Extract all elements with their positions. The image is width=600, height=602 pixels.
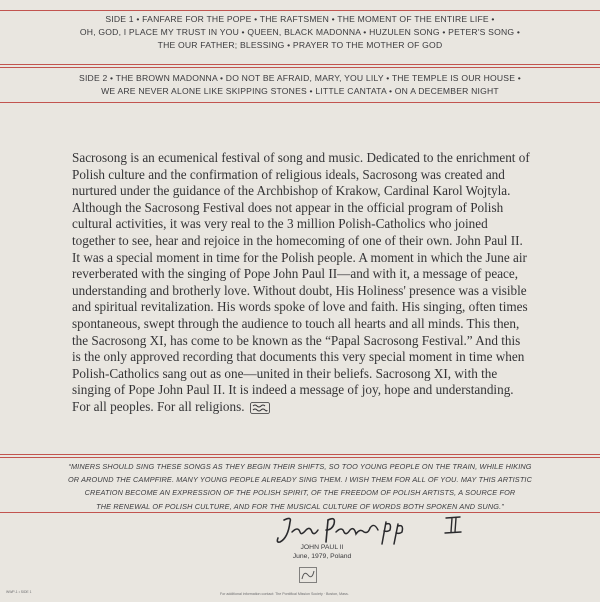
- tracklist-line: SIDE 2 • THE BROWN MADONNA • DO NOT BE AFRAID, MARY, YOU LILY • THE TEMPLE IS OUR HOUSE •: [79, 73, 521, 83]
- signatory-name: JOHN PAUL II: [300, 544, 344, 551]
- record-label-logo: [299, 567, 317, 583]
- quote-line: THE RENEWAL OF POLISH CULTURE, AND FOR THE MUSICAL CULTURE OF WORDS BOTH SPOKEN AND SUNG.”: [96, 501, 504, 511]
- red-rule: [0, 457, 600, 458]
- tracklist-side-1: [0, 13, 600, 52]
- signature-caption: [282, 544, 362, 561]
- red-rule: [0, 454, 600, 455]
- red-rule: [0, 67, 600, 68]
- handwritten-signature: [270, 512, 480, 548]
- red-rule: [0, 102, 600, 103]
- sacrosong-logo: [250, 402, 270, 414]
- catalog-number: WWP-1 • SIDE 1: [6, 590, 32, 594]
- tracklist-side-2: [0, 72, 600, 98]
- contact-info: For additional information contact: The Pontifical Mission Society · Boston, Mass.: [220, 592, 349, 596]
- tracklist-line: SIDE 1 • FANFARE FOR THE POPE • THE RAFTSMEN • THE MOMENT OF THE ENTIRE LIFE •: [105, 14, 495, 24]
- tracklist-line: OH, GOD, I PLACE MY TRUST IN YOU • QUEEN, BLACK MADONNA • HUZULEN SONG • PETER'S SONG •: [79, 27, 521, 37]
- tracklist-line: WE ARE NEVER ALONE LIKE SKIPPING STONES • LITTLE CANTATA • ON A DECEMBER NIGHT: [101, 86, 499, 96]
- liner-notes-text: Sacrosong is an ecumenical festival of song and music. Dedicated to the enrichment of Polish culture and the confirmation of religious ideals, Sacrosong was created and nurtured under the guidance of the Archbishop of Krakow, Cardinal Karol Wojtyla. Although the Sacrosong Festival does not appear in the official program of Polish cultural activities, it was very real to the 3 million Polish-Catholics who joined together to see, hear and rejoice in the homecoming of one of their own. John Paul II. It was a special moment in time for the Polish people. A moment in which the June air reverberated with the singing of Pope John Paul II—and with it, a message of peace, understanding and brotherly love. Without doubt, His Holiness' presence was a visible and spiritual revitalization. His words spoke of love and faith. His singing, often times spontaneous, swept through the audience to touch all hearts and all minds. This then, the Sacrosong XI, has come to be known as the “Papal Sacrosong Festival.” And this is the only approved recording that documents this very special moment in time when Polish-Catholics sang out as one—united in their beliefs. Sacrosong XI, with the singing of Pope John Paul II. It is indeed a message of joy, hope and understanding. For all peoples. For all religions.: [72, 150, 530, 414]
- signature-date: June, 1979, Poland: [292, 552, 352, 560]
- quote-line: “MINERS SHOULD SING THESE SONGS AS THEY BEGIN THEIR SHIFTS, SO TOO YOUNG PEOPLE ON THE TRAIN, WHILE HIKING: [68, 462, 532, 471]
- quote-line: OR AROUND THE CAMPFIRE. MANY YOUNG PEOPLE ALREADY SING THEM. I WISH THEM FOR ALL OF YOU. MAY THIS ARTISTIC: [67, 475, 533, 485]
- tracklist-line: THE OUR FATHER; BLESSING • PRAYER TO THE MOTHER OF GOD: [157, 40, 443, 50]
- papal-quote: [0, 460, 600, 513]
- red-rule: [0, 10, 600, 11]
- quote-line: CREATION BECOME AN EXPRESSION OF THE POLISH SPIRIT, OF THE FREEDOM OF POLISH ARTISTS, A SOURCE FOR: [84, 488, 516, 498]
- red-rule: [0, 64, 600, 65]
- liner-notes: [72, 150, 530, 416]
